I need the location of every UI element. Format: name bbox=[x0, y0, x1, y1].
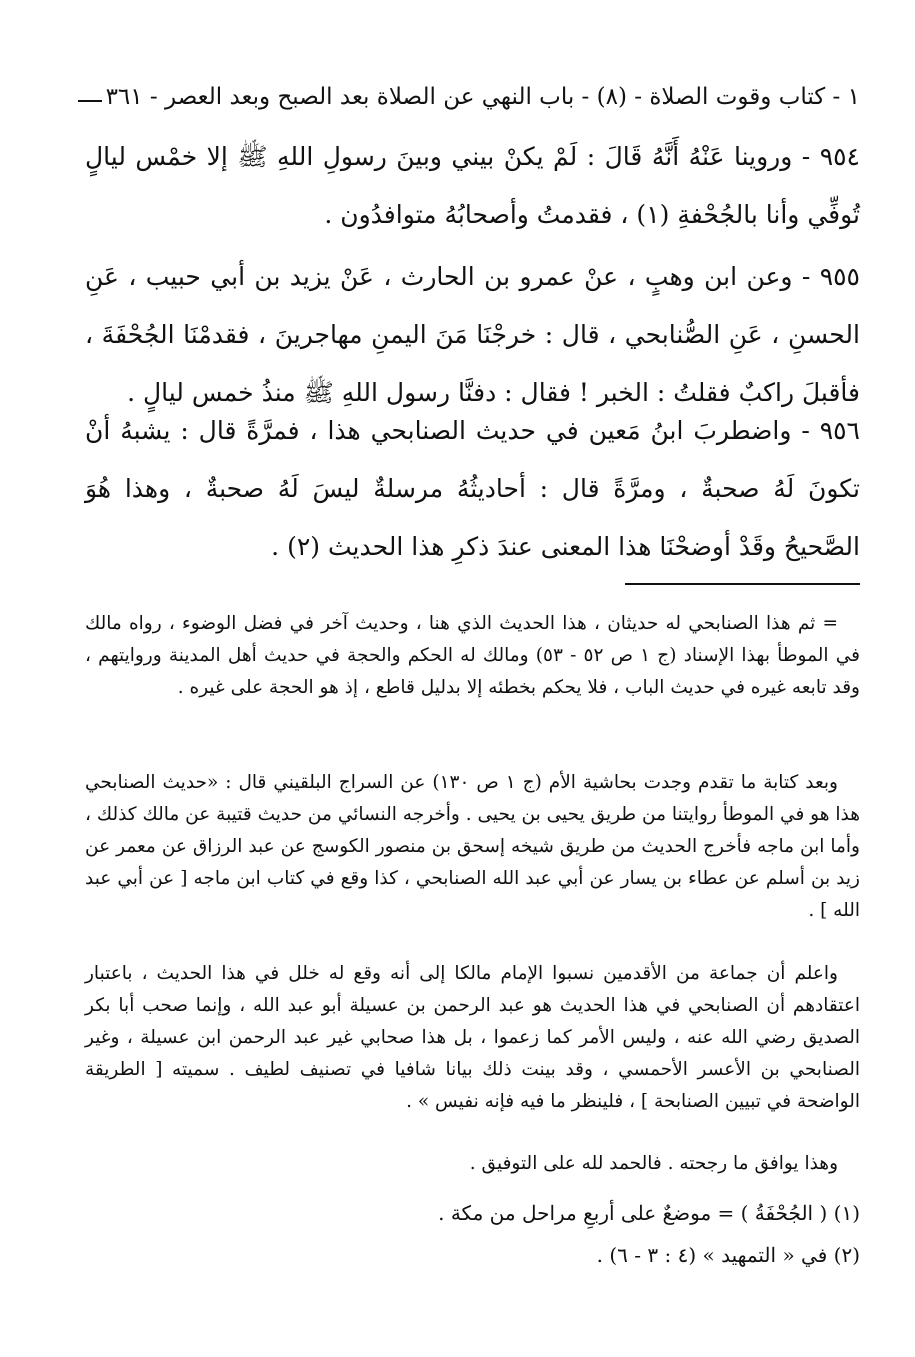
note-siraj-bulqini bbox=[85, 767, 860, 927]
note-paragraph: وبعد كتابة ما تقدم وجدت بحاشية الأم (ج ١ ص ١٣٠) عن السراج البلقيني قال : «حديث الصنابحي هذا هو في الموطأ روايتنا من طريق يحيى بن يحيى . وأخرجه النسائي من حديث قتيبة عن مالك كذلك ، وأما ابن ماجه فأخرج الحديث من طريق شيخه إسحق بن منصور الكوسج عن عبد الرزاق عن معمر عن زيد بن أسلم عن عطاء بن يسار عن أبي عبد الله الصنابحي ، كذا وقع في كتاب ابن ماجه [ عن أبي عبد الله ] . bbox=[85, 772, 860, 921]
note-paragraph: واعلم أن جماعة من الأقدمين نسبوا الإمام مالكا إلى أنه وقع له خلل في هذا الحديث ، باعتبار اعتقادهم أن الصنابحي في هذا الحديث هو عبد الرحمن بن عسيلة أبو عبد الله ، وإنما صحب أبا بكر الصديق رضي الله عنه ، وليس الأمر كما زعموا ، بل هذا صحابي غير عبد الرحمن ابن عسيلة ، وغير الصنابحي بن الأعسر الأحمسي ، وقد بينت ذلك بيانا شافيا في تصنيف لطيف . سميته [ الطريقة الواضحة في تبيين الصنابحة ] ، فلينظر ما فيه فإنه نفيس » . bbox=[85, 963, 860, 1112]
running-header: ١ - كتاب وقوت الصلاة - (٨) - باب النهي عن الصلاة بعد الصبح وبعد العصر - ٣٦١ bbox=[105, 84, 860, 110]
footnote-1: (١) ( الجُحْفَةُ ) = موضعٌ على أربعِ مراحل من مكة . bbox=[438, 1201, 860, 1225]
footnote-divider bbox=[625, 583, 860, 585]
hadith-954: ٩٥٤ - وروينا عَنْهُ أَنَّهُ قَالَ : لَمْ يكنْ بيني وبينَ رسولِ اللهِ ﷺ إلا خمْس ليالٍ تُوفِّي وأنا بالجُحْفةِ (١) ، فقدمتُ وأصحابُهُ متوافدُون . bbox=[85, 142, 860, 229]
footnote-2: (٢) في « التمهيد » (٤ : ٣ - ٦) . bbox=[596, 1243, 860, 1267]
hadith-956: ٩٥٦ - واضطربَ ابنُ مَعين في حديث الصنابحي هذا ، فمرَّةً قال : يشبهُ أنْ تكونَ لَهُ صحبةٌ ، ومرَّةً قال : أحاديثُهُ مرسلةٌ ليسَ لَهُ صحبةٌ ، وهذا هُوَ الصَّحيحُ وقَدْ أوضحْنَا هذا المعنى عندَ ذكرِ هذا الحديث (٢) . bbox=[85, 416, 860, 561]
note-continuation bbox=[85, 608, 860, 704]
hadith-955: ٩٥٥ - وعن ابن وهبٍ ، عنْ عمرو بن الحارث ، عَنْ يزيد بن أبي حبيب ، عَنِ الحسنِ ، عَنِ الصُّنابحي ، قال : خرجْنَا مَنَ اليمنِ مهاجرينَ ، فقدمْنَا الجُحْفَةَ ، فأقبلَ راكبٌ فقلتُ : الخبر ! فقال : دفنَّا رسول اللهِ ﷺ منذُ خمس ليالٍ . bbox=[85, 262, 860, 407]
note-paragraph: وهذا يوافق ما رجحته . فالحمد لله على التوفيق . bbox=[469, 1153, 838, 1174]
note-malik-defense bbox=[85, 958, 860, 1118]
note-closing bbox=[85, 1148, 860, 1180]
header-rule bbox=[78, 100, 102, 102]
note-paragraph: = ثم هذا الصنابحي له حديثان ، هذا الحديث الذي هنا ، وحديث آخر في فضل الوضوء ، رواه مالك في الموطأ بهذا الإسناد (ج ١ ص ٥٢ - ٥٣) ومالك له الحكم والحجة في حديث أهل المدينة وروايتهم ، وقد تابعه غيره في حديث الباب ، فلا يحكم بخطئه إلا بدليل قاطع ، إذ هو الحجة على غيره . bbox=[85, 613, 860, 698]
